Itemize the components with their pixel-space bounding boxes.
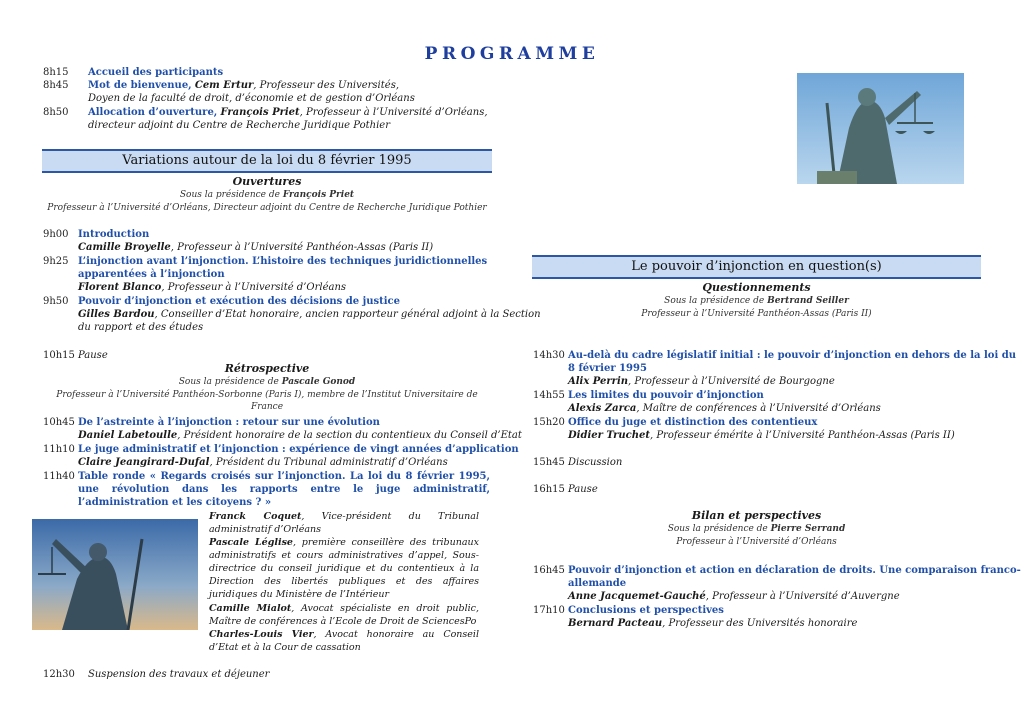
session-title-2: 8 février 1995 [568,363,647,374]
round-table-title: Table ronde « Regards croisés sur l’injonction. La loi du 8 février 1995, une révolution dans les rapports entre le juge administratif, l’administration et les citoyens ? » [78,471,490,508]
lunch-time: 12h30 [43,669,75,680]
session-time: 9h50 [43,296,69,307]
lunch-label: Suspension des travaux et déjeuner [88,669,270,680]
session-speaker-line: Alexis Zarca, Maître de conférences à l’Université d’Orléans [568,403,881,414]
intro-speaker: Cem Ertur [194,80,254,91]
panel-member: Franck Coquet, Vice-président du Tribunal administratif d’Orléans [209,511,479,535]
intro-line [88,106,488,119]
pause-time: 10h15 [43,350,75,361]
session-speaker-line: Daniel Labetoulle, Président honoraire de la section du contentieux du Conseil d’Etat [78,430,522,441]
session-time: 14h55 [533,390,565,401]
intro-speaker: François Priet [220,107,300,118]
page-title: PROGRAMME [424,44,600,64]
session-title: Le juge administratif et l’injonction : expérience de vingt années d’application [78,444,519,455]
session-title: L’injonction avant l’injonction. L’histoire des techniques juridictionnelles [78,256,488,267]
session-speaker-line: Didier Truchet, Professeur émérite à l’Université Panthéon-Assas (Paris II) [568,430,955,441]
session-title: Les limites du pouvoir d’injonction [568,390,764,401]
presidence-line: Sous la présidence de Pierre Serrand [667,524,846,534]
panel-member: Pascale Léglise, première conseillère des tribunaux administratifs et cours administratives d’appel, Sous-directrice du conseil juridique et du contentieux à la Direction des libertés publiques et des affaires juridiques du Ministère de l’Intérieur [209,537,479,600]
session-speaker-line: Alix Perrin, Professeur à l’Université de Bourgogne [568,376,835,387]
president-name: Bertrand Seiller [767,296,849,306]
session-time: 17h10 [533,605,565,616]
session-time: 14h30 [533,350,565,361]
pause-label: Pause [568,484,598,495]
justice-statue-image [32,519,198,630]
session-speaker-line: Gilles Bardou, Conseiller d’Etat honoraire, ancien rapporteur général adjoint à la Section [78,309,541,320]
session-title-2: allemande [568,578,627,589]
session-time: 9h25 [43,256,69,267]
pause-label: Pause [78,350,108,361]
president-role: Professeur à l’Université d’Orléans [676,537,837,547]
session-time: 11h40 [43,471,75,482]
session-speaker-line: Florent Blanco, Professeur à l’Université d’Orléans [78,282,347,293]
justice-statue-image [797,73,964,184]
section-heading: Questionnements [702,281,811,294]
president-role: Professeur à l’Université Panthéon-Assas (Paris II) [641,309,872,319]
panel-member: Camille Mialot, Avocat spécialiste en droit public, Maître de conférences à l’Ecole de Droit de SciencesPo [209,603,479,627]
session-time: 10h45 [43,417,75,428]
president-role: Professeur à l’Université d’Orléans, Directeur adjoint du Centre de Recherche Juridique Pothier [47,203,487,213]
intro-role-2: directeur adjoint du Centre de Recherche Juridique Pothier [88,120,390,131]
president-role: Professeur à l’Université Panthéon-Sorbonne (Paris I), membre de l’Institut Universitaire de France [56,390,478,412]
discussion-label: Discussion [568,457,623,468]
session-time: 15h20 [533,417,565,428]
session-title-2: apparentées à l’injonction [78,269,225,280]
session-title: Office du juge et distinction des contentieux [568,417,818,428]
intro-time: 8h15 [43,67,69,78]
presidence-line: Sous la présidence de Bertrand Seiller [664,296,849,306]
section-heading: Rétrospective [224,362,310,375]
session-speaker-line: Anne Jacquemet-Gauché, Professeur à l’Université d’Auvergne [568,591,900,602]
intro-role: , Professeur des Universités, [253,80,400,91]
intro-title: Accueil des participants [88,67,224,78]
presidence-line: Sous la présidence de Pascale Gonod [178,377,356,387]
intro-role-2: Doyen de la faculté de droit, d’économie et de gestion d’Orléans [88,93,415,104]
session-time: 9h00 [43,229,69,240]
session-title: Pouvoir d’injonction et action en déclaration de droits. Une comparaison franco- [568,565,1021,576]
president-name: François Priet [282,190,355,200]
session-title: De l’astreinte à l’injonction : retour sur une évolution [78,417,380,428]
intro-role: , Professeur à l’Université d’Orléans, [299,107,488,118]
session-speaker-line: Bernard Pacteau, Professeur des Universités honoraire [568,618,858,629]
section-band-right: Le pouvoir d’injonction en question(s) [532,255,981,279]
panel-member: Charles-Louis Vier, Avocat honoraire au Conseil d’Etat et à la Cour de cassation [209,629,479,653]
session-title: Au-delà du cadre législatif initial : le pouvoir d’injonction en dehors de la loi du [568,350,1017,361]
intro-time: 8h50 [43,107,69,118]
president-name: Pascale Gonod [281,377,356,387]
intro-time: 8h45 [43,80,69,91]
intro-title: Mot de bienvenue, [88,80,192,91]
intro-title: Allocation d’ouverture, [88,107,218,118]
section-heading: Ouvertures [232,175,302,188]
session-time: 11h10 [43,444,75,455]
session-speaker-line: Camille Broyelle, Professeur à l’Université Panthéon-Assas (Paris II) [78,242,434,253]
session-title: Pouvoir d’injonction et exécution des décisions de justice [78,296,401,307]
session-title: Conclusions et perspectives [568,605,724,616]
discussion-time: 15h45 [533,457,565,468]
section-heading: Bilan et perspectives [691,509,822,522]
session-title: Introduction [78,229,150,240]
session-speaker-line: Claire Jeangirard-Dufal, Président du Tribunal administratif d’Orléans [78,457,448,468]
section-band-left: Variations autour de la loi du 8 février 1995 [42,149,492,173]
session-time: 16h45 [533,565,565,576]
president-name: Pierre Serrand [770,524,846,534]
intro-line [88,79,399,92]
session-role-2: du rapport et des études [78,322,204,333]
pause-time: 16h15 [533,484,565,495]
presidence-line: Sous la présidence de François Priet [179,190,355,200]
